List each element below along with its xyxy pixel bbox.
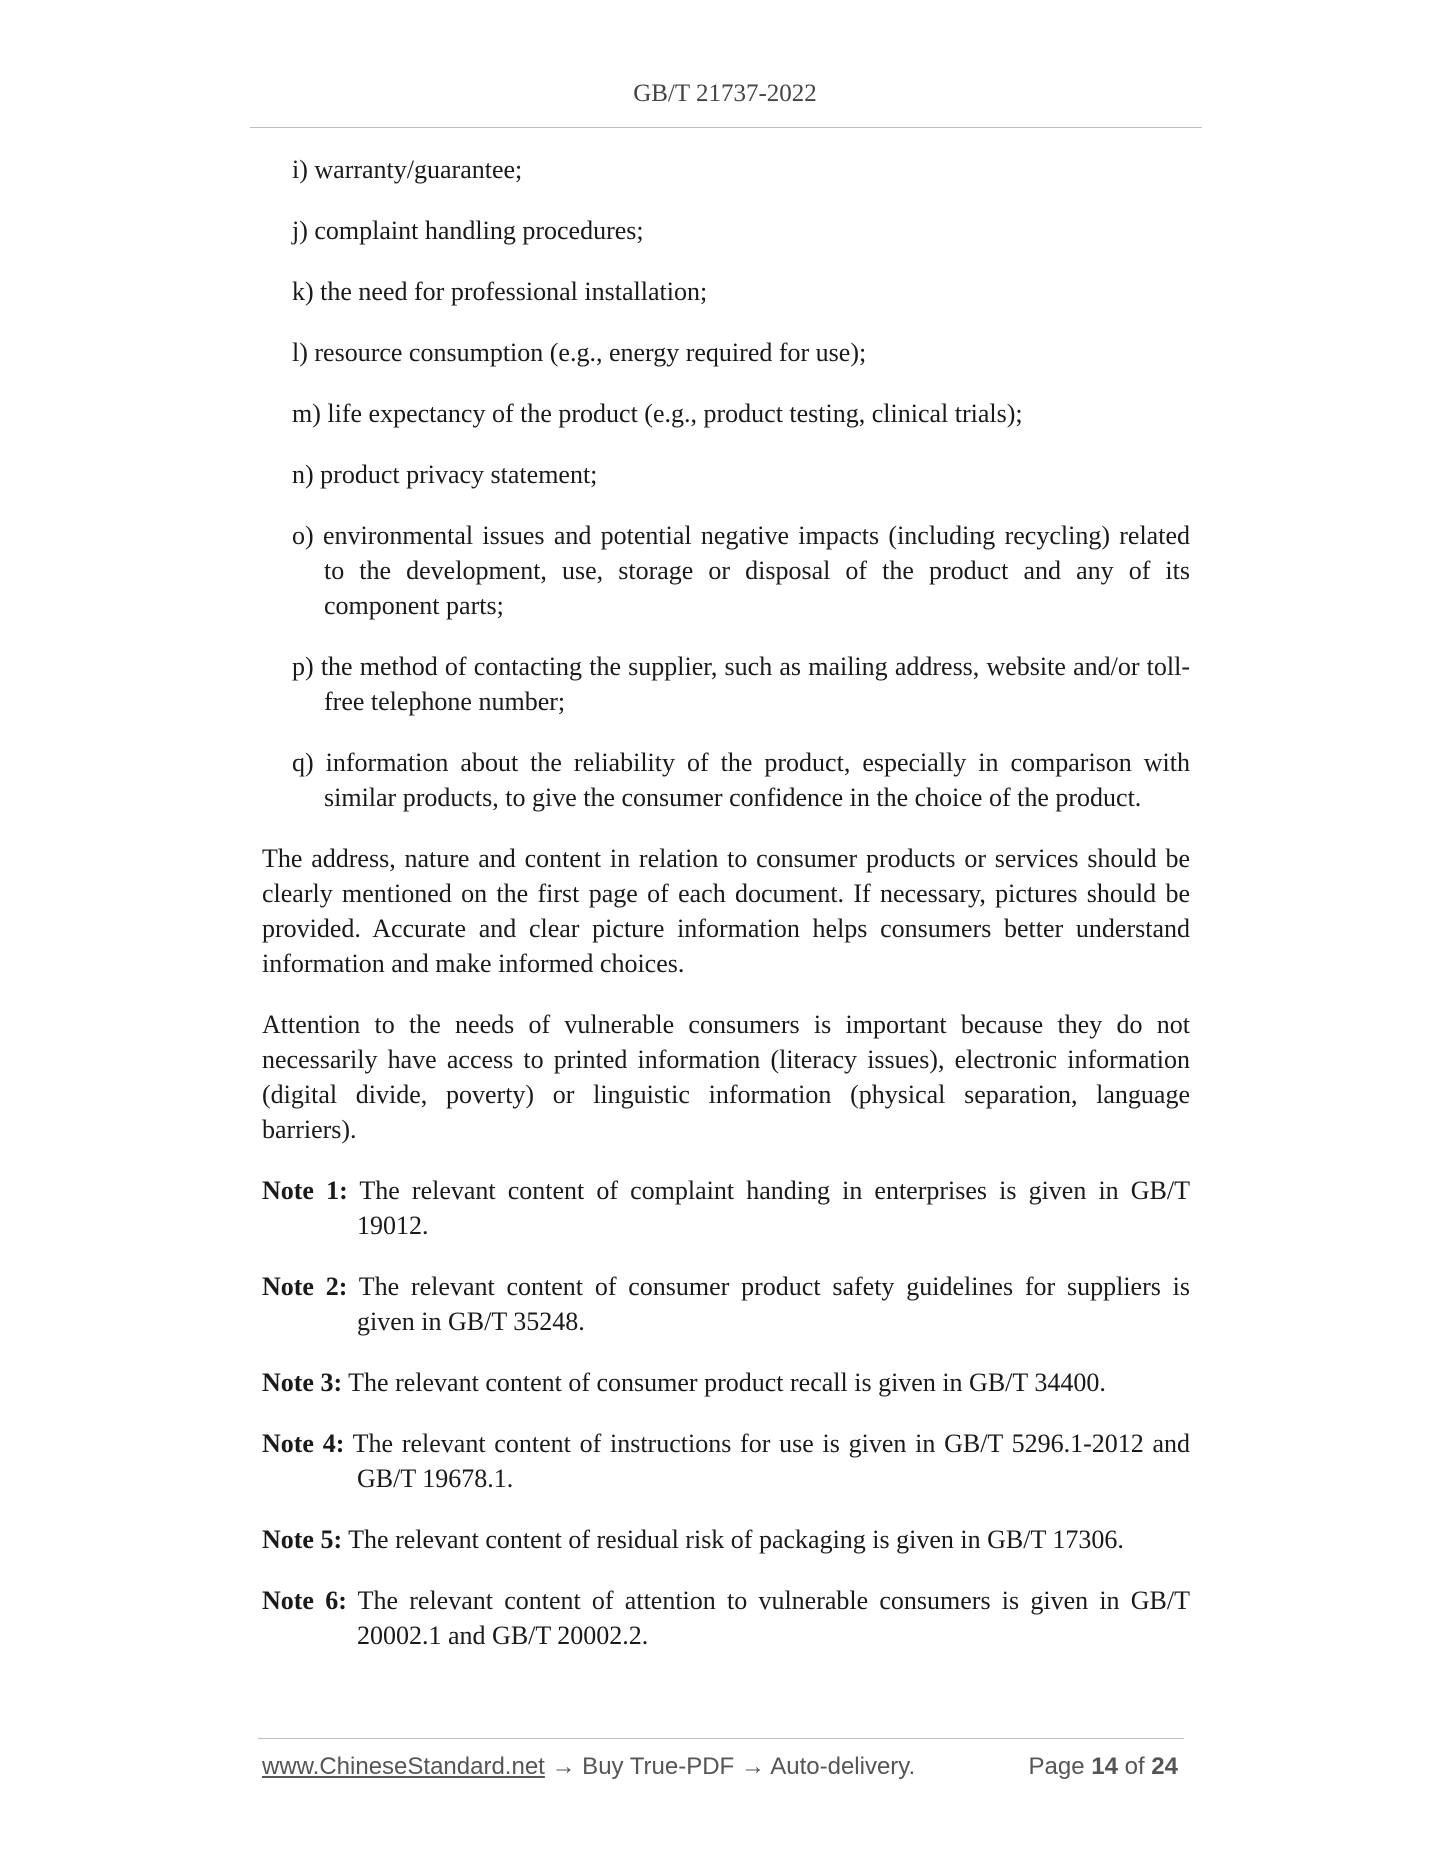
note-label: Note 5: (262, 1525, 343, 1554)
note-label: Note 3: (262, 1368, 343, 1397)
note (262, 1583, 1190, 1653)
document-id: GB/T 21737-2022 (633, 80, 817, 107)
list-item: j) complaint handling procedures; (292, 216, 644, 245)
page-body (262, 152, 1190, 1679)
note (262, 1269, 1190, 1339)
note-text: The relevant content of instructions for use is given in GB/T 5296.1-2012 and GB/T 19678.1. (352, 1429, 1191, 1493)
page-total: 24 (1151, 1753, 1178, 1780)
body-paragraph: The address, nature and content in relation to consumer products or services should be clearly mentioned on the first page of each document. If necessary, pictures should be provided. Accurate and clear picture information helps consumers better understand information and make informed choices. (262, 844, 1190, 978)
note-label: Note 1: (262, 1176, 348, 1205)
note-text: The relevant content of attention to vulnerable consumers is given in GB/T 20002.1 and GB/T 20002.2. (357, 1586, 1190, 1650)
list-item: i) warranty/guarantee; (292, 155, 523, 184)
list-item: q) information about the reliability of the product, especially in comparison with similar products, to give the consumer confidence in the choice of the product. (292, 748, 1190, 812)
note (262, 1522, 1190, 1557)
list-item: o) environmental issues and potential negative impacts (including recycling) related to the development, use, storage or disposal of the product and any of its component parts; (292, 521, 1190, 620)
note-text: The relevant content of residual risk of packaging is given in GB/T 17306. (348, 1525, 1124, 1554)
body-paragraph: Attention to the needs of vulnerable consumers is important because they do not necessarily have access to printed information (literacy issues), electronic information (digital divide, poverty) or linguistic information (physical separation, language barriers). (262, 1010, 1190, 1144)
page-number (1029, 1753, 1179, 1781)
list-item: k) the need for professional installation; (292, 277, 708, 306)
note-text: The relevant content of consumer product safety guidelines for suppliers is given in GB/T 35248. (357, 1272, 1191, 1336)
footer-tagline: → Buy True-PDF → Auto-delivery. (544, 1753, 916, 1780)
list-item: l) resource consumption (e.g., energy required for use); (292, 338, 867, 367)
page-header (250, 80, 1200, 108)
note (262, 1365, 1190, 1400)
note-label: Note 2: (262, 1272, 348, 1301)
list-item: n) product privacy statement; (292, 460, 598, 489)
header-divider (250, 127, 1202, 128)
footer-promo (262, 1753, 915, 1781)
of-word: of (1124, 1753, 1145, 1780)
page-current: 14 (1091, 1753, 1118, 1780)
note-label: Note 4: (262, 1429, 345, 1458)
page-footer (262, 1753, 1184, 1793)
note (262, 1173, 1190, 1243)
note-text: The relevant content of consumer product recall is given in GB/T 34400. (348, 1368, 1106, 1397)
list-item: m) life expectancy of the product (e.g., product testing, clinical trials); (292, 399, 1023, 428)
note (262, 1426, 1190, 1496)
footer-divider (258, 1738, 1184, 1739)
note-label: Note 6: (262, 1586, 347, 1615)
list-item: p) the method of contacting the supplier, such as mailing address, website and/or toll-free telephone number; (292, 652, 1190, 716)
note-text: The relevant content of complaint handing in enterprises is given in GB/T 19012. (357, 1176, 1191, 1240)
page-word: Page (1028, 1753, 1085, 1780)
website-link[interactable]: www.ChineseStandard.net (262, 1753, 545, 1780)
